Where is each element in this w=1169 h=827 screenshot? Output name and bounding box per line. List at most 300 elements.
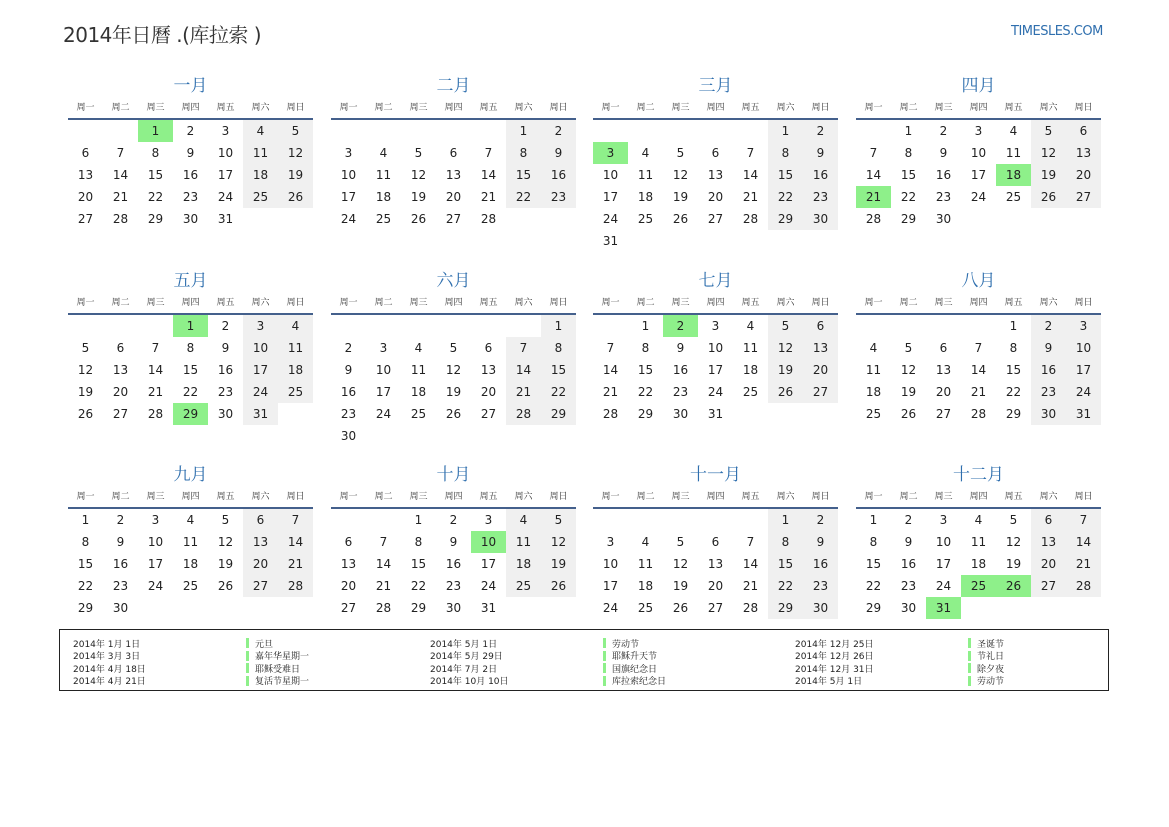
day-cell-empty [733, 230, 768, 252]
day-cell-weekend: 21 [278, 553, 313, 575]
weekday-label: 周三 [146, 298, 165, 308]
day-cell: 1 [904, 124, 913, 138]
day-cell: 26 [672, 212, 689, 226]
day-cell: 23 [900, 579, 917, 593]
weekday-label: 周二 [636, 298, 655, 308]
week-row [856, 531, 1101, 553]
weekday-header [856, 99, 1101, 120]
month-title: 十一月 [690, 465, 741, 485]
day-cell: 8 [414, 535, 423, 549]
holiday-marker [603, 651, 606, 661]
day-cell-weekend: 15 [768, 553, 803, 575]
day-cell-empty [663, 509, 698, 531]
day-cell: 11 [970, 535, 987, 549]
day-cell-empty [768, 403, 803, 425]
week-row [593, 120, 838, 142]
day-cell: 2 [344, 341, 353, 355]
day-cell-empty [366, 315, 401, 337]
week-row [331, 186, 576, 208]
day-cell-weekend: 22 [768, 186, 803, 208]
weekday-header [331, 294, 576, 315]
month-calendar [68, 269, 313, 425]
day-cell-empty [733, 509, 768, 531]
day-cell: 21 [602, 385, 619, 399]
legend-date: 2014年 5月 29日 [430, 652, 503, 663]
day-cell: 15 [637, 363, 654, 377]
day-cell-weekend: 30 [803, 208, 838, 230]
day-cell-empty [331, 509, 366, 531]
day-cell: 10 [375, 363, 392, 377]
day-cell-weekend: 29 [768, 597, 803, 619]
day-cell-weekend: 28 [278, 575, 313, 597]
day-cell-weekend: 20 [803, 359, 838, 381]
week-row [331, 575, 576, 597]
day-cell-weekend: 14 [278, 531, 313, 553]
day-cell-empty [961, 315, 996, 337]
weekday-label: 周五 [741, 492, 760, 502]
day-cell: 30 [900, 601, 917, 615]
holiday-marker [968, 676, 971, 686]
weekday-label: 周五 [1004, 298, 1023, 308]
day-cell-weekend: 8 [768, 531, 803, 553]
legend-date: 2014年 4月 18日 [73, 664, 146, 675]
legend-holiday-name: 节礼日 [977, 652, 1005, 663]
day-cell: 3 [379, 341, 388, 355]
day-cell: 11 [410, 363, 427, 377]
weekday-label: 周二 [111, 492, 130, 502]
day-cell: 22 [900, 190, 917, 204]
weekday-label: 周日 [811, 298, 830, 308]
day-cell: 7 [606, 341, 615, 355]
day-cell-weekend: 6 [803, 315, 838, 337]
day-cell-empty [366, 509, 401, 531]
day-cell-weekend: 16 [803, 553, 838, 575]
day-cell: 19 [1005, 557, 1022, 571]
day-cell: 22 [77, 579, 94, 593]
day-cell-weekend: 27 [1031, 575, 1066, 597]
day-cell: 19 [445, 385, 462, 399]
weekday-label: 周三 [146, 492, 165, 502]
day-cell: 28 [865, 212, 882, 226]
week-row [593, 359, 838, 381]
month-title: 三月 [698, 76, 733, 96]
day-cell: 1 [81, 513, 90, 527]
day-cell: 3 [484, 513, 493, 527]
day-cell: 20 [707, 579, 724, 593]
day-cell-weekend: 11 [506, 531, 541, 553]
day-cell: 23 [340, 407, 357, 421]
week-row [331, 164, 576, 186]
day-cell: 3 [344, 146, 353, 160]
holiday-marker [246, 651, 249, 661]
day-cell: 5 [1009, 513, 1018, 527]
day-cell: 15 [182, 363, 199, 377]
day-cell: 14 [602, 363, 619, 377]
month-title: 二月 [436, 76, 471, 96]
day-cell: 31 [707, 407, 724, 421]
day-cell-weekend: 2 [803, 120, 838, 142]
month-calendar [331, 74, 576, 230]
day-cell: 14 [742, 168, 759, 182]
day-cell-empty [803, 230, 838, 252]
day-cell-weekend: 5 [1031, 120, 1066, 142]
day-cell: 24 [217, 190, 234, 204]
day-cell: 11 [865, 363, 882, 377]
day-cell-weekend: 2 [803, 509, 838, 531]
day-cell-empty [996, 597, 1031, 619]
day-cell-empty [208, 597, 243, 619]
day-cell: 5 [904, 341, 913, 355]
legend-item [795, 637, 1004, 650]
month-title: 一月 [173, 76, 208, 96]
legend-date: 2014年 7月 2日 [430, 664, 498, 675]
weekday-label: 周二 [636, 103, 655, 113]
weekday-label: 周一 [339, 298, 358, 308]
day-cell-weekend: 18 [243, 164, 278, 186]
day-cell: 5 [414, 146, 423, 160]
day-cell: 3 [221, 124, 230, 138]
day-cell: 20 [480, 385, 497, 399]
month-calendar [593, 269, 838, 425]
month-title: 九月 [173, 465, 208, 485]
day-cell: 21 [480, 190, 497, 204]
weekday-label: 周一 [864, 298, 883, 308]
day-cell: 16 [112, 557, 129, 571]
holiday-marker [246, 676, 249, 686]
legend-column [73, 637, 309, 687]
day-cell: 20 [935, 385, 952, 399]
day-cell-weekend: 19 [768, 359, 803, 381]
day-cell-weekend: 18 [278, 359, 313, 381]
day-cell-weekend: 28 [1066, 575, 1101, 597]
day-cell: 17 [147, 557, 164, 571]
week-row [593, 164, 838, 186]
day-cell: 16 [900, 557, 917, 571]
weekday-label: 周日 [1074, 103, 1093, 113]
week-row [331, 381, 576, 403]
day-cell: 7 [116, 146, 125, 160]
day-cell: 29 [865, 601, 882, 615]
week-row [68, 381, 313, 403]
weekday-label: 周三 [671, 298, 690, 308]
month-calendar [856, 463, 1101, 619]
day-cell-weekend: 13 [1031, 531, 1066, 553]
day-cell: 15 [410, 557, 427, 571]
holiday-legend [59, 629, 1109, 691]
week-row [68, 164, 313, 186]
weekday-label: 周四 [444, 103, 463, 113]
day-cell-holiday: 21 [856, 186, 891, 208]
day-cell: 17 [375, 385, 392, 399]
day-cell: 27 [112, 407, 129, 421]
legend-column [795, 637, 1004, 687]
weekday-label: 周六 [1039, 298, 1058, 308]
weekday-label: 周二 [374, 298, 393, 308]
day-cell-empty [436, 315, 471, 337]
day-cell-empty [961, 597, 996, 619]
day-cell: 5 [449, 341, 458, 355]
day-cell-weekend: 6 [1031, 509, 1066, 531]
legend-item [795, 650, 1004, 663]
day-cell: 25 [637, 601, 654, 615]
legend-holiday-name: 除夕夜 [977, 664, 1005, 675]
day-cell-empty [891, 315, 926, 337]
day-cell: 2 [904, 513, 913, 527]
weekday-label: 周六 [776, 103, 795, 113]
day-cell: 15 [77, 557, 94, 571]
day-cell: 3 [151, 513, 160, 527]
week-row [68, 337, 313, 359]
day-cell-empty [926, 315, 961, 337]
day-cell-empty [278, 597, 313, 619]
day-cell-weekend: 9 [803, 531, 838, 553]
day-cell-holiday: 1 [173, 315, 208, 337]
day-cell: 13 [707, 168, 724, 182]
day-cell-empty [506, 208, 541, 230]
day-cell: 2 [186, 124, 195, 138]
day-cell-empty [401, 425, 436, 447]
day-cell: 27 [445, 212, 462, 226]
weekday-label: 周日 [286, 492, 305, 502]
week-row [68, 208, 313, 230]
week-row [593, 597, 838, 619]
day-cell: 2 [939, 124, 948, 138]
day-cell: 18 [182, 557, 199, 571]
legend-date: 2014年 12月 26日 [795, 652, 874, 663]
day-cell: 17 [707, 363, 724, 377]
weekday-header [331, 488, 576, 509]
day-cell: 15 [865, 557, 882, 571]
holiday-marker [603, 676, 606, 686]
day-cell: 11 [637, 557, 654, 571]
weekday-label: 周三 [409, 103, 428, 113]
day-cell-empty [628, 509, 663, 531]
day-cell-empty [593, 509, 628, 531]
day-cell-empty [593, 315, 628, 337]
legend-date: 2014年 12月 25日 [795, 639, 874, 650]
legend-item [73, 650, 309, 663]
day-cell: 12 [900, 363, 917, 377]
weekday-label: 周四 [969, 492, 988, 502]
day-cell-weekend: 30 [803, 597, 838, 619]
day-cell: 25 [637, 212, 654, 226]
legend-holiday-name: 劳动节 [977, 677, 1005, 688]
day-cell-weekend: 23 [803, 575, 838, 597]
day-cell-weekend: 1 [768, 120, 803, 142]
weekday-label: 周一 [864, 492, 883, 502]
weekday-header [593, 488, 838, 509]
day-cell: 10 [147, 535, 164, 549]
day-cell-empty [506, 597, 541, 619]
day-cell-weekend: 5 [541, 509, 576, 531]
day-cell: 22 [410, 579, 427, 593]
month-calendar [331, 269, 576, 447]
day-cell: 16 [672, 363, 689, 377]
day-cell-empty [103, 120, 138, 142]
day-cell-weekend: 26 [1031, 186, 1066, 208]
day-cell: 5 [676, 146, 685, 160]
day-cell: 25 [182, 579, 199, 593]
week-row [593, 186, 838, 208]
day-cell: 25 [410, 407, 427, 421]
week-row [68, 575, 313, 597]
week-row [331, 425, 576, 447]
day-cell: 22 [182, 385, 199, 399]
day-cell-weekend: 19 [541, 553, 576, 575]
weekday-label: 周五 [216, 103, 235, 113]
weekday-label: 周三 [146, 103, 165, 113]
day-cell: 17 [602, 190, 619, 204]
day-cell-empty [278, 208, 313, 230]
day-cell-weekend: 9 [1031, 337, 1066, 359]
day-cell-weekend: 12 [541, 531, 576, 553]
day-cell: 10 [935, 535, 952, 549]
week-row [856, 359, 1101, 381]
day-cell-weekend: 3 [1066, 315, 1101, 337]
weekday-label: 周一 [601, 298, 620, 308]
week-row [856, 553, 1101, 575]
month-calendar [856, 269, 1101, 425]
day-cell: 28 [742, 212, 759, 226]
day-cell-weekend: 22 [541, 381, 576, 403]
day-cell: 8 [186, 341, 195, 355]
day-cell: 14 [375, 557, 392, 571]
day-cell-empty [803, 403, 838, 425]
day-cell: 1 [1009, 319, 1018, 333]
weekday-label: 周四 [969, 103, 988, 113]
day-cell-weekend: 9 [541, 142, 576, 164]
day-cell-weekend: 16 [1031, 359, 1066, 381]
week-row [331, 531, 576, 553]
month-title: 八月 [961, 271, 996, 291]
weekday-label: 周二 [374, 492, 393, 502]
day-cell: 18 [637, 579, 654, 593]
day-cell: 24 [340, 212, 357, 226]
day-cell: 12 [217, 535, 234, 549]
weekday-label: 周日 [549, 492, 568, 502]
day-cell: 20 [445, 190, 462, 204]
day-cell-weekend: 29 [768, 208, 803, 230]
week-row [331, 403, 576, 425]
weekday-label: 周五 [741, 298, 760, 308]
day-cell: 5 [81, 341, 90, 355]
day-cell: 19 [672, 579, 689, 593]
day-cell-empty [436, 120, 471, 142]
day-cell: 9 [344, 363, 353, 377]
day-cell: 13 [935, 363, 952, 377]
day-cell-weekend: 31 [243, 403, 278, 425]
holiday-marker [968, 638, 971, 648]
day-cell: 23 [445, 579, 462, 593]
day-cell-weekend: 28 [506, 403, 541, 425]
site-link[interactable]: TIMESLES.COM [1011, 24, 1103, 39]
day-cell: 12 [77, 363, 94, 377]
legend-date: 2014年 3月 3日 [73, 652, 141, 663]
day-cell: 2 [116, 513, 125, 527]
weekday-label: 周六 [251, 298, 270, 308]
day-cell: 3 [974, 124, 983, 138]
day-cell: 11 [182, 535, 199, 549]
weekday-label: 周四 [181, 103, 200, 113]
weekday-header [593, 294, 838, 315]
day-cell: 6 [81, 146, 90, 160]
week-row [856, 381, 1101, 403]
day-cell: 12 [672, 557, 689, 571]
week-row [331, 509, 576, 531]
day-cell: 8 [1009, 341, 1018, 355]
legend-item [430, 637, 666, 650]
week-row [331, 315, 576, 337]
day-cell: 30 [182, 212, 199, 226]
day-cell: 4 [974, 513, 983, 527]
week-row [593, 230, 838, 252]
month-title: 五月 [173, 271, 208, 291]
day-cell: 20 [707, 190, 724, 204]
day-cell: 4 [869, 341, 878, 355]
legend-date: 2014年 12月 31日 [795, 664, 874, 675]
week-row [856, 164, 1101, 186]
weekday-label: 周五 [216, 298, 235, 308]
legend-date: 2014年 10月 10日 [430, 677, 509, 688]
week-row [68, 359, 313, 381]
day-cell-empty [331, 120, 366, 142]
day-cell: 7 [746, 535, 755, 549]
day-cell-holiday: 3 [593, 142, 628, 164]
day-cell-weekend: 11 [243, 142, 278, 164]
day-cell: 3 [711, 319, 720, 333]
weekday-label: 周二 [636, 492, 655, 502]
weekday-label: 周四 [181, 492, 200, 502]
day-cell: 6 [344, 535, 353, 549]
month-calendar [593, 74, 838, 252]
day-cell-weekend: 29 [541, 403, 576, 425]
day-cell: 26 [217, 579, 234, 593]
day-cell: 3 [606, 535, 615, 549]
day-cell-empty [173, 597, 208, 619]
day-cell: 24 [147, 579, 164, 593]
day-cell: 26 [445, 407, 462, 421]
day-cell: 21 [742, 190, 759, 204]
day-cell-weekend: 4 [243, 120, 278, 142]
day-cell-empty [278, 403, 313, 425]
day-cell-empty [593, 120, 628, 142]
day-cell: 16 [182, 168, 199, 182]
day-cell-weekend: 23 [1031, 381, 1066, 403]
day-cell-empty [628, 120, 663, 142]
day-cell-empty [698, 509, 733, 531]
day-cell: 16 [340, 385, 357, 399]
day-cell: 6 [116, 341, 125, 355]
day-cell-weekend: 5 [768, 315, 803, 337]
day-cell: 18 [375, 190, 392, 204]
day-cell-weekend: 16 [541, 164, 576, 186]
day-cell-empty [243, 208, 278, 230]
day-cell: 14 [147, 363, 164, 377]
week-row [856, 186, 1101, 208]
day-cell: 8 [904, 146, 913, 160]
day-cell-empty [856, 315, 891, 337]
day-cell: 24 [602, 601, 619, 615]
day-cell: 6 [711, 535, 720, 549]
day-cell: 29 [637, 407, 654, 421]
weekday-label: 周六 [251, 492, 270, 502]
weekday-label: 周一 [76, 492, 95, 502]
week-row [856, 575, 1101, 597]
day-cell: 19 [77, 385, 94, 399]
weekday-label: 周六 [251, 103, 270, 113]
week-row [68, 531, 313, 553]
day-cell: 30 [935, 212, 952, 226]
